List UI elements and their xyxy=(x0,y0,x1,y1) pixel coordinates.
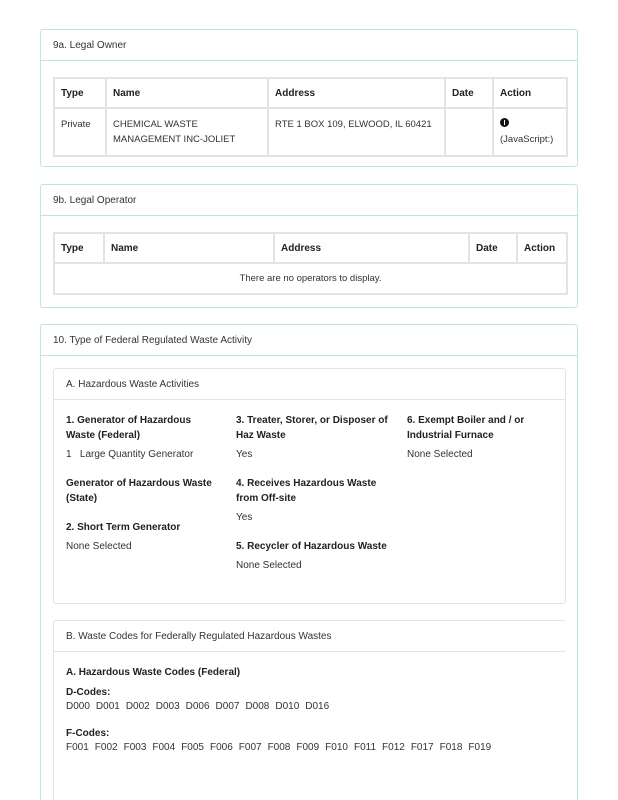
column-header-action: Action xyxy=(517,233,567,263)
f-code: F004 xyxy=(152,742,176,753)
tsd-label: 3. Treater, Storer, or Disposer of Haz Waste xyxy=(236,415,388,441)
f-code: F005 xyxy=(181,742,204,753)
empty-message: There are no operators to display. xyxy=(54,263,567,294)
column-header-date: Date xyxy=(445,78,493,108)
generator-federal-value: 1 Large Quantity Generator xyxy=(66,449,194,460)
info-icon[interactable] xyxy=(500,118,509,127)
f-code: F017 xyxy=(410,742,434,753)
d-code: D010 xyxy=(275,701,300,712)
column-header-type: Type xyxy=(54,233,104,263)
d-code: D001 xyxy=(95,701,120,712)
d-code: D007 xyxy=(215,701,240,712)
recycler-value: None Selected xyxy=(236,560,302,571)
owner-type-cell: Private xyxy=(54,108,106,156)
owner-date-cell xyxy=(445,108,493,156)
legal-operator-title: 9b. Legal Operator xyxy=(41,185,577,216)
f-codes-label: F-Codes: xyxy=(66,728,110,739)
table-header-row xyxy=(54,233,567,263)
legal-owner-panel xyxy=(40,29,578,167)
legal-owner-title: 9a. Legal Owner xyxy=(41,30,577,61)
f-code: F018 xyxy=(439,742,463,753)
d-code: D006 xyxy=(185,701,210,712)
receives-offsite-value: Yes xyxy=(236,512,253,523)
table-row xyxy=(54,263,567,294)
table-row xyxy=(54,108,567,156)
federal-codes-subtitle: A. Hazardous Waste Codes (Federal) xyxy=(66,667,241,678)
column-header-address: Address xyxy=(268,78,445,108)
column-header-name: Name xyxy=(106,78,268,108)
recycler-label: 5. Recycler of Hazardous Waste xyxy=(236,541,387,552)
f-code: F010 xyxy=(325,742,348,753)
hazardous-activities-title: A. Hazardous Waste Activities xyxy=(54,369,565,400)
receives-offsite-label: 4. Receives Hazardous Waste from Off-site xyxy=(236,478,377,504)
column-header-action: Action xyxy=(493,78,567,108)
exempt-boiler-value: None Selected xyxy=(407,449,473,460)
f-code: F012 xyxy=(382,742,405,753)
waste-codes-panel xyxy=(53,620,566,800)
table-header-row xyxy=(54,78,567,108)
f-code: F009 xyxy=(296,742,320,753)
generator-federal-label: 1. Generator of Hazardous Waste (Federal) xyxy=(66,415,192,441)
waste-activity-panel xyxy=(40,324,578,800)
hazardous-activities-panel xyxy=(53,368,566,604)
exempt-boiler-label: 6. Exempt Boiler and / or Industrial Furnace xyxy=(407,415,525,441)
short-term-generator-label: 2. Short Term Generator xyxy=(66,522,181,533)
legal-operator-panel xyxy=(40,184,578,308)
tsd-value: Yes xyxy=(236,449,253,460)
owner-action-cell xyxy=(493,108,567,156)
d-code: D003 xyxy=(155,701,180,712)
f-code: F006 xyxy=(209,742,233,753)
short-term-generator-value: None Selected xyxy=(66,541,132,552)
d-code: D000 xyxy=(66,701,90,712)
f-code: F019 xyxy=(468,742,492,753)
f-code: F008 xyxy=(267,742,291,753)
f-codes-list xyxy=(66,742,561,753)
d-code: D016 xyxy=(305,701,330,712)
d-code: D002 xyxy=(125,701,150,712)
column-header-name: Name xyxy=(104,233,274,263)
owner-address-cell: RTE 1 BOX 109, ELWOOD, IL 60421 xyxy=(268,108,445,156)
generator-state-label: Generator of Hazardous Waste (State) xyxy=(66,478,212,504)
owner-name-cell: CHEMICAL WASTE MANAGEMENT INC-JOLIET xyxy=(106,108,268,156)
column-header-type: Type xyxy=(54,78,106,108)
f-code: F003 xyxy=(123,742,147,753)
d-code: D008 xyxy=(245,701,270,712)
f-code: F001 xyxy=(66,742,89,753)
column-header-date: Date xyxy=(469,233,517,263)
legal-owner-table xyxy=(53,77,568,157)
waste-activity-title: 10. Type of Federal Regulated Waste Activity xyxy=(41,325,577,356)
action-link[interactable]: (JavaScript:) xyxy=(500,134,554,145)
waste-codes-title: B. Waste Codes for Federally Regulated Hazardous Wastes xyxy=(54,621,566,652)
column-header-address: Address xyxy=(274,233,469,263)
f-code: F002 xyxy=(94,742,118,753)
f-code: F007 xyxy=(238,742,262,753)
legal-operator-table xyxy=(53,232,568,295)
d-codes-label: D-Codes: xyxy=(66,687,111,698)
d-codes-list xyxy=(66,701,561,712)
f-code: F011 xyxy=(353,742,377,753)
